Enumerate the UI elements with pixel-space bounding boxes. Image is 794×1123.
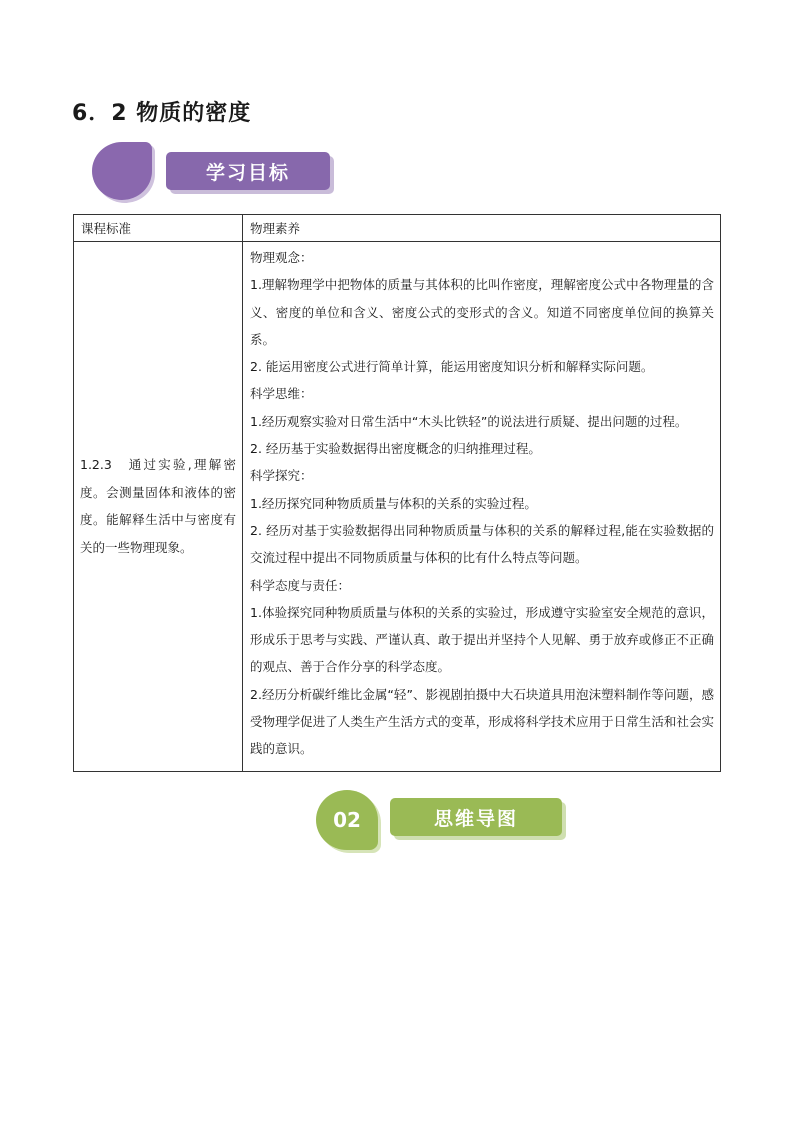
literacy-line: 1.理解物理学中把物体的质量与其体积的比叫作密度，理解密度公式中各物理量的含义、密度的单位和含义、密度公式的变形式的含义。知道不同密度单位间的换算关系。 <box>250 277 714 347</box>
literacy-line: 物理观念： <box>250 250 313 265</box>
table-header-row <box>74 215 721 242</box>
literacy-line: 1.体验探究同种物质质量与体积的关系的实验过，形成遵守实验室安全规范的意识，形成乐于思考与实践、严谨认真、敢于提出并坚持个人见解、勇于放弃或修正不正确的观点、善于合作分享的科学态度。 <box>250 604 714 675</box>
literacy-line: 2. 经历基于实验数据得出密度概念的归纳推理过程。 <box>250 441 541 457</box>
literacy-line: 1.经历探究同种物质质量与体积的关系的实验过程。 <box>250 495 537 511</box>
table-row <box>74 242 721 772</box>
section-number-badge: 02 <box>316 790 378 850</box>
literacy-line: 科学探究： <box>250 468 313 484</box>
literacy-line: 2. 能运用密度公式进行简单计算，能运用密度知识分析和解释实际问题。 <box>250 359 654 375</box>
header-standard: 课程标准 <box>74 215 243 242</box>
literacy-line: 科学态度与责任： <box>250 577 351 593</box>
learning-goals-table <box>73 214 721 772</box>
section-header-mind-map <box>316 790 568 850</box>
header-literacy: 物理素养 <box>243 215 721 242</box>
literacy-cell <box>243 242 721 772</box>
section-title: 学习目标 <box>166 152 330 190</box>
standard-cell <box>74 242 243 772</box>
section-title: 思维导图 <box>390 798 562 836</box>
literacy-line: 1.经历观察实验对日常生活中“木头比铁轻”的说法进行质疑、提出问题的过程。 <box>250 413 688 429</box>
literacy-line: 2.经历分析碳纤维比金属“轻”、影视剧拍摄中大石块道具用泡沫塑料制作等问题，感受物理学促进了人类生产生活方式的变革，形成将科学技术应用于日常生活和社会实践的意识。 <box>250 686 714 757</box>
page-title: 6．2 物质的密度 <box>72 101 252 126</box>
section-header-learning-goals <box>92 142 334 200</box>
section-marker-shape <box>92 142 152 200</box>
literacy-line: 2. 经历对基于实验数据得出同种物质质量与体积的关系的解释过程,能在实验数据的交流过程中提出不同物质质量与体积的比有什么特点等问题。 <box>250 522 714 566</box>
standard-text: 1.2.3 通过实验,理解密度。会测量固体和液体的密度。能解释生活中与密度有关的一些物理现象。 <box>80 457 236 555</box>
literacy-line: 科学思维： <box>250 386 313 402</box>
